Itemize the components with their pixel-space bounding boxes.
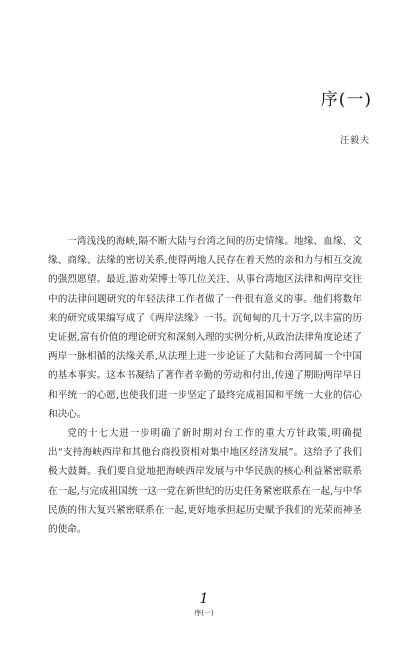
page-number: 1 bbox=[199, 591, 209, 607]
author-name: 汪毅夫 bbox=[339, 136, 370, 146]
page-title: 序(一) bbox=[320, 90, 372, 110]
body-text bbox=[48, 232, 362, 539]
paragraph: 党的十七大进一步明确了新时期对台工作的重大方针政策,明确提出“支持海峡西岸和其他台商投资相对集中地区经济发展”。这给予了我们极大鼓舞。我们要自觉地把海峡西岸发展与中华民族的核心利益紧密联系在一起,与完成祖国统一这一党在新世纪的历史任务紧密联系在一起,与中华民族的伟大复兴紧密联系在一起,更好地承担起历史赋予我们的光荣而神圣的使命。 bbox=[48, 428, 362, 536]
page-footer bbox=[0, 592, 408, 617]
running-footer-label: 序(一) bbox=[194, 609, 214, 617]
paragraph: 一湾浅浅的海峡,隔不断大陆与台湾之间的历史情缘。地缘、血缘、文缘、商缘、法缘的密切关系,使得两地人民存在着天然的亲和力与相互交流的强烈愿望。最近,游劝荣博士等几位关注、从事台湾地区法律和两岸交往中的法律问题研究的年轻法律工作者做了一件很有意义的事。他们将数年来的研究成果编写成了《两岸法缘》一书。沉甸甸的几十万字,以丰富的历史证据,富有价值的理论研究和深刻入理的实例分析,从政治法律角度论述了两岸一脉相循的法缘关系,从法理上进一步论证了大陆和台湾同属一个中国的基本事实。这本书凝结了著作者辛勤的劳动和付出,传递了期盼两岸早日和平统一的心愿,也使我们进一步坚定了最终完成祖国和平统一大业的信心和决心。 bbox=[48, 236, 362, 420]
